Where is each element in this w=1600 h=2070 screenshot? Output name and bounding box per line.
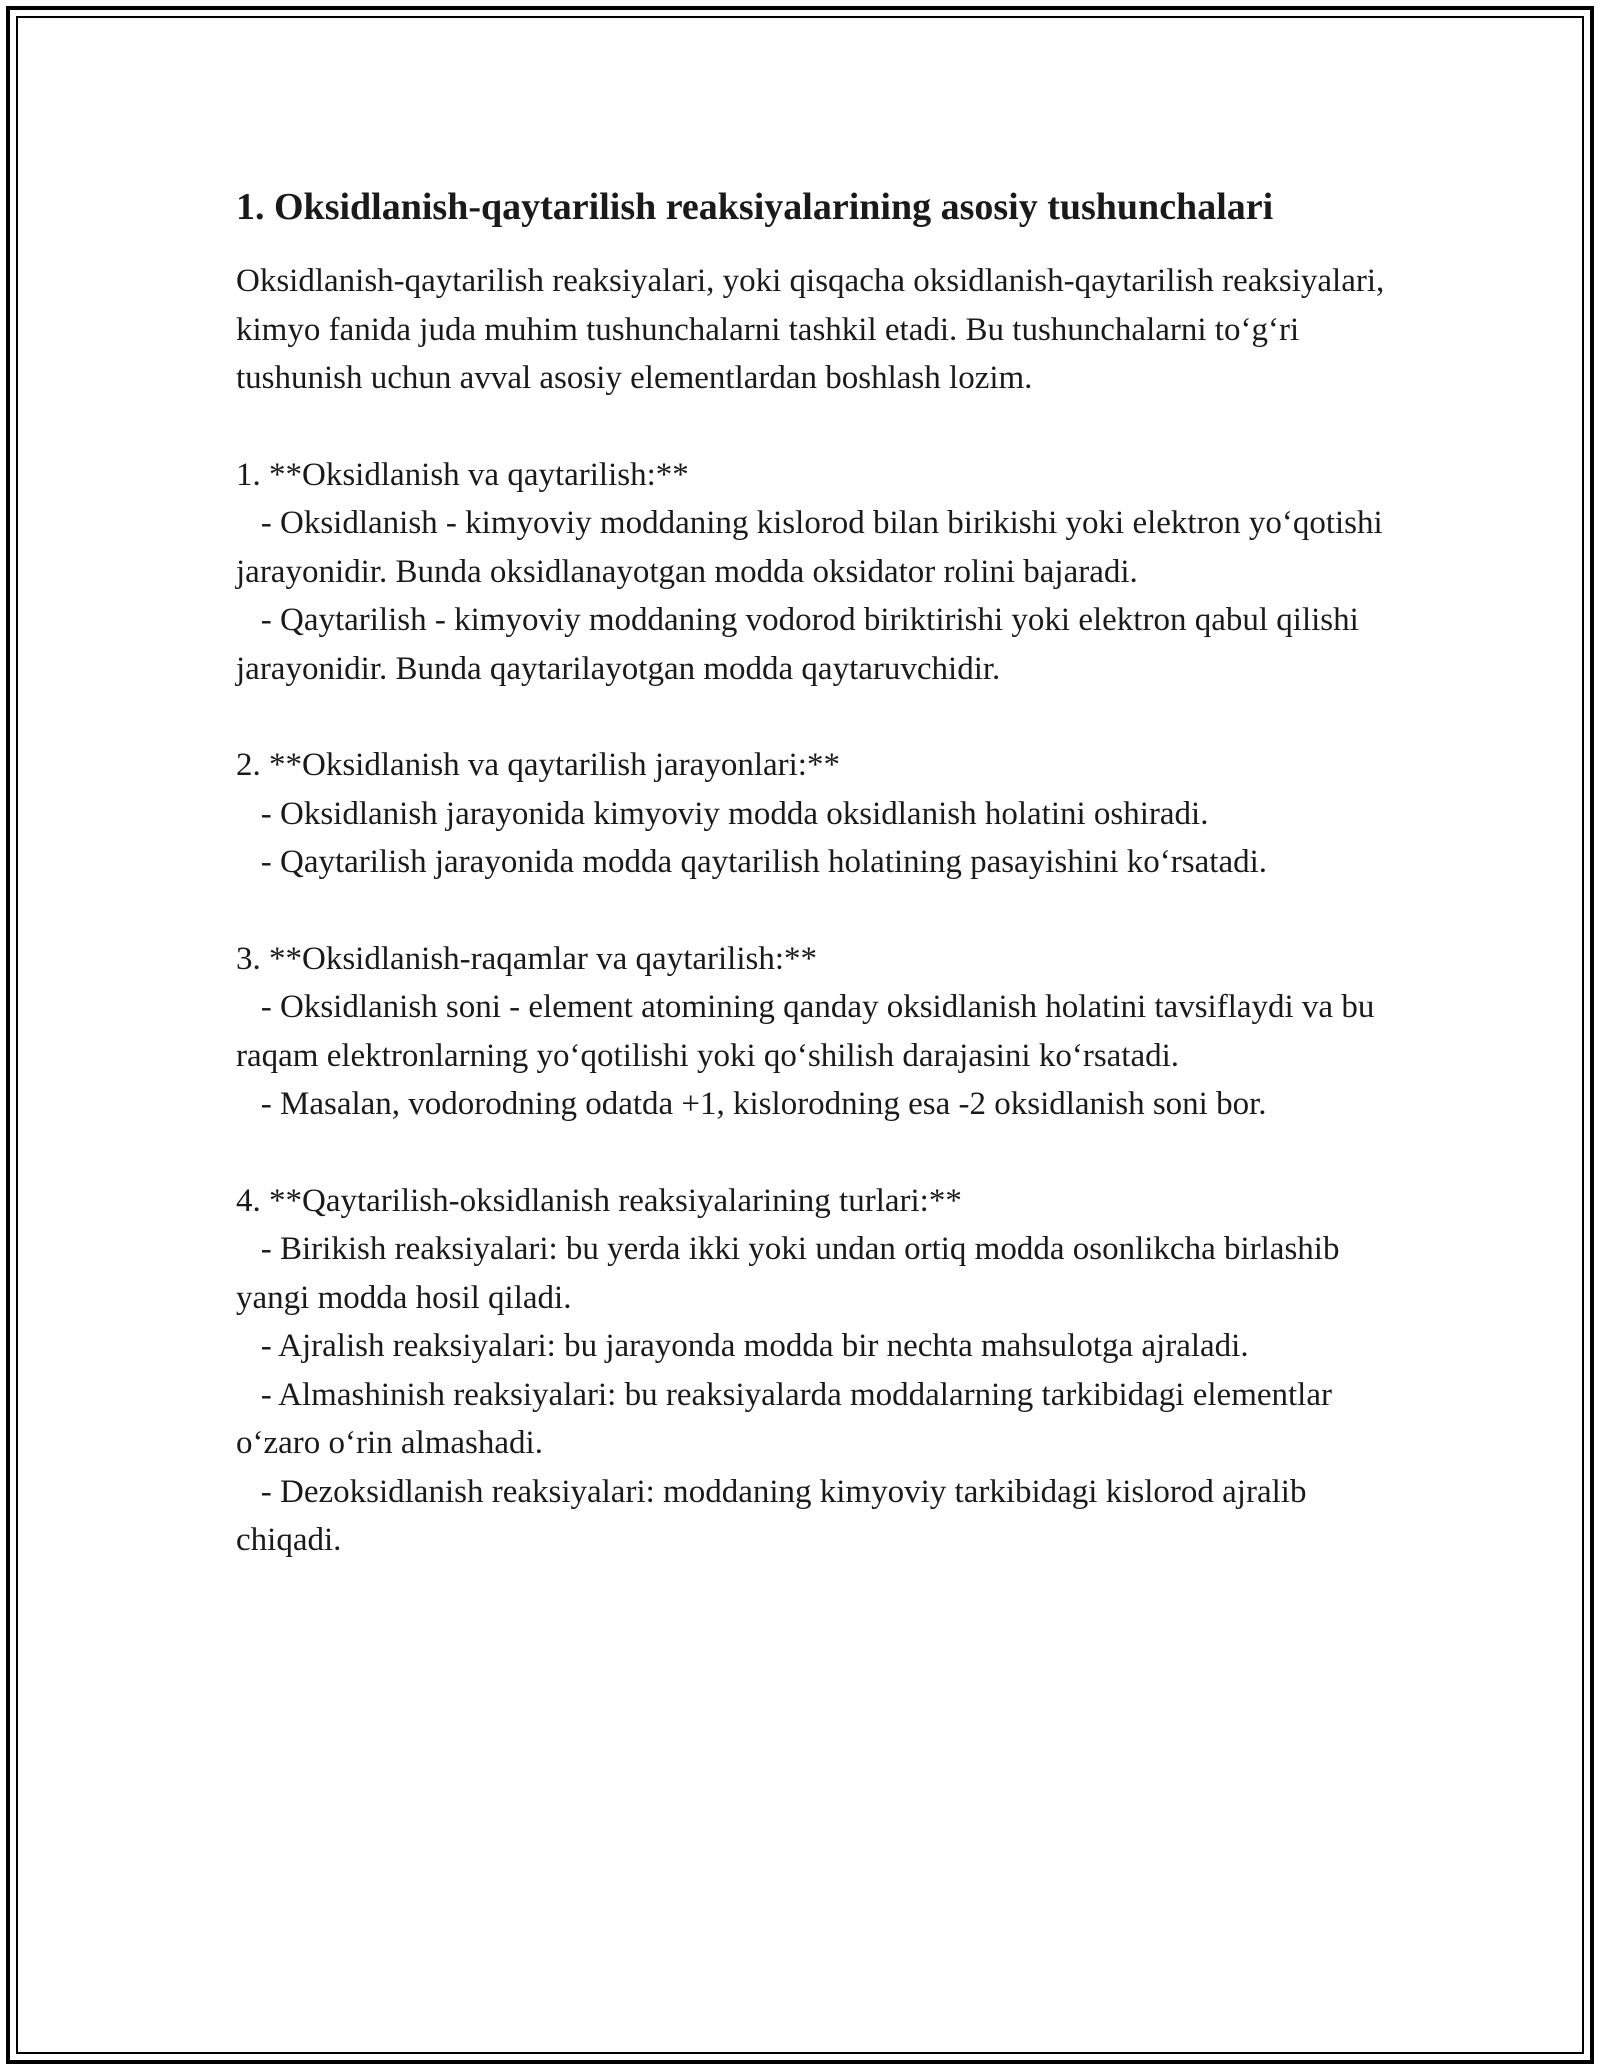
document-heading: 1. Oksidlanish-qaytarilish reaksiyalarining asosiy tushunchalari [236, 186, 1274, 228]
section-bullet: - Dezoksidlanish reaksiyalari: moddaning kimyoviy tarkibidagi kislorod ajralib chiqadi. [236, 1473, 1315, 1558]
section-bullet: - Masalan, vodorodning odatda +1, kislorodning esa -2 oksidlanish soni bor. [236, 1086, 1267, 1122]
section-title: 1. **Oksidlanish va qaytarilish:** [236, 456, 689, 493]
section-bullet: - Birikish reaksiyalari: bu yerda ikki yoki undan ortiq modda osonlikcha birlashib yangi modda hosil qiladi. [236, 1231, 1348, 1316]
section-title: 2. **Oksidlanish va qaytarilish jarayonlari:** [236, 747, 840, 783]
section-bullet: - Qaytarilish - kimyoviy moddaning vodorod biriktirishi yoki elektron qabul qilishi jarayonidir. Bunda qaytarilayotgan modda qaytaruvchidir. [236, 602, 1368, 687]
section-4 [236, 1177, 1386, 1565]
section-bullet: - Qaytarilish jarayonida modda qaytarilish holatining pasayishini ko‘rsatadi. [236, 844, 1268, 880]
section-bullet: - Oksidlanish soni - element atomining qanday oksidlanish holatini tavsiflaydi va bu raqam elektronlarning yo‘qotilishi yoki qo‘shilish darajasini ko‘rsatadi. [236, 989, 1383, 1074]
section-title: 4. **Qaytarilish-oksidlanish reaksiyalarining turlari:** [236, 1182, 962, 1219]
section-2 [236, 741, 1386, 887]
section-bullet: - Almashinish reaksiyalari: bu reaksiyalarda moddalarning tarkibidagi elementlar o‘zaro o‘rin almashadi. [236, 1376, 1341, 1461]
document-body [236, 180, 1391, 1565]
section-bullet: - Ajralish reaksiyalari: bu jarayonda modda bir nechta mahsulotga ajraladi. [236, 1328, 1249, 1364]
intro-paragraph: Oksidlanish-qaytarilish reaksiyalari, yoki qisqacha oksidlanish-qaytarilish reaksiyalari, kimyo fanida juda muhim tushunchalarni tashkil etadi. Bu tushunchalarni to‘g‘ri tushunish uchun avval asosiy elementlardan boshlash lozim. [236, 263, 1385, 396]
section-bullet: - Oksidlanish - kimyoviy moddaning kislorod bilan birikishi yoki elektron yo‘qotishi jarayonidir. Bunda oksidlanayotgan modda oksidator rolini bajaradi. [236, 505, 1391, 590]
section-title: 3. **Oksidlanish-raqamlar va qaytarilish:** [236, 940, 818, 977]
section-3 [236, 935, 1386, 1129]
section-1 [236, 451, 1391, 694]
section-bullet: - Oksidlanish jarayonida kimyoviy modda oksidlanish holatini oshiradi. [236, 795, 1209, 832]
